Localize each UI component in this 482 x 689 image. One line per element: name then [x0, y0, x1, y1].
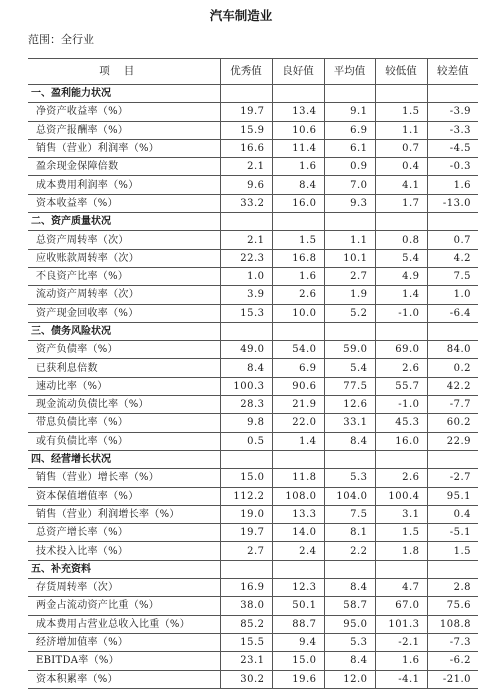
value-cell: 58.7 — [324, 597, 375, 615]
table-row — [28, 158, 478, 176]
value-cell: -13.0 — [427, 194, 478, 212]
value-cell: 4.7 — [375, 579, 427, 597]
value-cell: 1.6 — [272, 267, 324, 285]
value-cell: 1.6 — [375, 652, 427, 670]
table-row — [28, 231, 478, 249]
value-cell: 108.8 — [427, 615, 478, 633]
value-cell: 4.2 — [427, 249, 478, 267]
value-cell: 95.0 — [324, 615, 375, 633]
header-row — [28, 59, 478, 85]
value-cell: 33.1 — [324, 414, 375, 432]
value-cell: 1.7 — [375, 194, 427, 212]
value-cell: 19.0 — [220, 505, 272, 523]
section-empty-cell — [427, 85, 478, 103]
section-empty-cell — [324, 322, 375, 340]
indicator-label: 或有负债比率（%） — [28, 432, 220, 450]
indicator-label: 经济增加值率（%） — [28, 633, 220, 651]
value-cell: 12.3 — [272, 579, 324, 597]
section-title: 一、盈利能力状况 — [28, 85, 220, 103]
section-row — [28, 85, 478, 103]
value-cell: 4.9 — [375, 267, 427, 285]
indicator-label: 已获利息倍数 — [28, 359, 220, 377]
section-empty-cell — [272, 560, 324, 578]
value-cell: 101.3 — [375, 615, 427, 633]
section-row — [28, 213, 478, 231]
value-cell: 67.0 — [375, 597, 427, 615]
value-cell: 16.8 — [272, 249, 324, 267]
value-cell: -1.0 — [375, 396, 427, 414]
value-cell: -3.9 — [427, 103, 478, 121]
indicator-label: 成本费用利润率（%） — [28, 176, 220, 194]
section-title: 二、资产质量状况 — [28, 213, 220, 231]
section-row — [28, 450, 478, 468]
value-cell: 9.6 — [220, 176, 272, 194]
value-cell: 15.3 — [220, 304, 272, 322]
indicator-label: 盈余现金保障倍数 — [28, 158, 220, 176]
indicator-label: 不良资产比率（%） — [28, 267, 220, 285]
value-cell: -3.3 — [427, 121, 478, 139]
value-cell: 2.7 — [324, 267, 375, 285]
indicator-label: 资产负债率（%） — [28, 341, 220, 359]
value-cell: 22.3 — [220, 249, 272, 267]
value-cell: 7.0 — [324, 176, 375, 194]
value-cell: 112.2 — [220, 487, 272, 505]
value-cell: 4.1 — [375, 176, 427, 194]
indicator-label: 销售（营业）利润增长率（%） — [28, 505, 220, 523]
value-cell: 19.7 — [220, 524, 272, 542]
header-poor: 较差值 — [427, 59, 478, 85]
value-cell: 2.7 — [220, 542, 272, 560]
value-cell: 2.8 — [427, 579, 478, 597]
value-cell: 69.0 — [375, 341, 427, 359]
indicator-label: 两金占流动资产比重（%） — [28, 597, 220, 615]
section-empty-cell — [375, 560, 427, 578]
value-cell: 104.0 — [324, 487, 375, 505]
header-item: 项目 — [28, 59, 220, 85]
indicator-label: 资本保值增值率（%） — [28, 487, 220, 505]
header-excellent: 优秀值 — [220, 59, 272, 85]
value-cell: -4.1 — [375, 670, 427, 688]
value-cell: 13.4 — [272, 103, 324, 121]
indicator-label: 应收账款周转率（次） — [28, 249, 220, 267]
value-cell: 14.0 — [272, 524, 324, 542]
value-cell: 8.4 — [272, 176, 324, 194]
table-row — [28, 414, 478, 432]
indicator-label: 带息负债比率（%） — [28, 414, 220, 432]
value-cell: 0.8 — [375, 231, 427, 249]
indicator-label: 存货周转率（次） — [28, 579, 220, 597]
value-cell: 15.5 — [220, 633, 272, 651]
table-row — [28, 286, 478, 304]
value-cell: 0.5 — [220, 432, 272, 450]
value-cell: 0.2 — [427, 359, 478, 377]
value-cell: 60.2 — [427, 414, 478, 432]
value-cell: 2.6 — [375, 359, 427, 377]
section-empty-cell — [272, 450, 324, 468]
section-empty-cell — [375, 85, 427, 103]
value-cell: 38.0 — [220, 597, 272, 615]
indicator-label: EBITDA率（%） — [28, 652, 220, 670]
table-row — [28, 396, 478, 414]
value-cell: 15.0 — [220, 469, 272, 487]
value-cell: 21.9 — [272, 396, 324, 414]
section-empty-cell — [375, 322, 427, 340]
indicator-label: 资本积累率（%） — [28, 670, 220, 688]
value-cell: 2.2 — [324, 542, 375, 560]
table-row — [28, 176, 478, 194]
value-cell: 1.0 — [427, 286, 478, 304]
value-cell: 59.0 — [324, 341, 375, 359]
value-cell: 7.5 — [324, 505, 375, 523]
value-cell: 13.3 — [272, 505, 324, 523]
value-cell: 8.4 — [324, 652, 375, 670]
section-empty-cell — [220, 560, 272, 578]
value-cell: 19.7 — [220, 103, 272, 121]
value-cell: -6.2 — [427, 652, 478, 670]
value-cell: 1.5 — [272, 231, 324, 249]
value-cell: -6.4 — [427, 304, 478, 322]
value-cell: 10.1 — [324, 249, 375, 267]
value-cell: 9.1 — [324, 103, 375, 121]
section-empty-cell — [324, 85, 375, 103]
value-cell: 3.1 — [375, 505, 427, 523]
value-cell: 5.4 — [324, 359, 375, 377]
value-cell: 95.1 — [427, 487, 478, 505]
value-cell: 0.7 — [375, 139, 427, 157]
value-cell: 1.6 — [427, 176, 478, 194]
value-cell: 8.4 — [324, 579, 375, 597]
section-empty-cell — [427, 213, 478, 231]
value-cell: 9.8 — [220, 414, 272, 432]
value-cell: 6.9 — [272, 359, 324, 377]
value-cell: 45.3 — [375, 414, 427, 432]
header-good: 良好值 — [272, 59, 324, 85]
section-empty-cell — [375, 213, 427, 231]
table-row — [28, 652, 478, 670]
value-cell: 6.9 — [324, 121, 375, 139]
section-row — [28, 560, 478, 578]
value-cell: -0.3 — [427, 158, 478, 176]
value-cell: 10.0 — [272, 304, 324, 322]
value-cell: -2.1 — [375, 633, 427, 651]
value-cell: 3.9 — [220, 286, 272, 304]
value-cell: 5.4 — [375, 249, 427, 267]
value-cell: 54.0 — [272, 341, 324, 359]
value-cell: 90.6 — [272, 377, 324, 395]
value-cell: 8.1 — [324, 524, 375, 542]
value-cell: 16.0 — [272, 194, 324, 212]
value-cell: 49.0 — [220, 341, 272, 359]
section-empty-cell — [324, 450, 375, 468]
table-row — [28, 633, 478, 651]
value-cell: -7.3 — [427, 633, 478, 651]
table-row — [28, 432, 478, 450]
value-cell: 85.2 — [220, 615, 272, 633]
table-row — [28, 341, 478, 359]
indicator-label: 总资产周转率（次） — [28, 231, 220, 249]
value-cell: 77.5 — [324, 377, 375, 395]
table-row — [28, 359, 478, 377]
value-cell: 1.1 — [324, 231, 375, 249]
table-row — [28, 121, 478, 139]
value-cell: 2.6 — [375, 469, 427, 487]
value-cell: 15.0 — [272, 652, 324, 670]
table-row — [28, 377, 478, 395]
section-title: 四、经营增长状况 — [28, 450, 220, 468]
value-cell: 33.2 — [220, 194, 272, 212]
indicator-label: 现金流动负债比率（%） — [28, 396, 220, 414]
section-empty-cell — [375, 450, 427, 468]
indicator-label: 销售（营业）利润率（%） — [28, 139, 220, 157]
indicator-label: 总资产增长率（%） — [28, 524, 220, 542]
value-cell: -7.7 — [427, 396, 478, 414]
value-cell: 8.4 — [220, 359, 272, 377]
indicator-label: 技术投入比率（%） — [28, 542, 220, 560]
value-cell: 2.4 — [272, 542, 324, 560]
value-cell: -5.1 — [427, 524, 478, 542]
value-cell: 1.8 — [375, 542, 427, 560]
section-empty-cell — [427, 560, 478, 578]
value-cell: 11.4 — [272, 139, 324, 157]
section-empty-cell — [220, 85, 272, 103]
value-cell: 50.1 — [272, 597, 324, 615]
value-cell: 2.6 — [272, 286, 324, 304]
table-row — [28, 194, 478, 212]
value-cell: 75.6 — [427, 597, 478, 615]
value-cell: 1.1 — [375, 121, 427, 139]
indicator-label: 销售（营业）增长率（%） — [28, 469, 220, 487]
table-row — [28, 615, 478, 633]
value-cell: 16.6 — [220, 139, 272, 157]
value-cell: 22.9 — [427, 432, 478, 450]
value-cell: -2.7 — [427, 469, 478, 487]
value-cell: 1.4 — [375, 286, 427, 304]
value-cell: 2.1 — [220, 231, 272, 249]
value-cell: 1.0 — [220, 267, 272, 285]
value-cell: 12.0 — [324, 670, 375, 688]
scope-label: 范围：全行业 — [28, 33, 94, 46]
value-cell: 5.3 — [324, 469, 375, 487]
table-row — [28, 579, 478, 597]
value-cell: 1.9 — [324, 286, 375, 304]
value-cell: -21.0 — [427, 670, 478, 688]
value-cell: 5.2 — [324, 304, 375, 322]
indicator-label: 成本费用占营业总收入比重（%） — [28, 615, 220, 633]
section-empty-cell — [220, 213, 272, 231]
indicator-label: 资产现金回收率（%） — [28, 304, 220, 322]
value-cell: 22.0 — [272, 414, 324, 432]
value-cell: 1.6 — [272, 158, 324, 176]
section-title: 五、补充资料 — [28, 560, 220, 578]
value-cell: 108.0 — [272, 487, 324, 505]
section-empty-cell — [272, 85, 324, 103]
value-cell: 55.7 — [375, 377, 427, 395]
page-title: 汽车制造业 — [209, 8, 273, 23]
table-row — [28, 505, 478, 523]
value-cell: 16.0 — [375, 432, 427, 450]
value-cell: 12.6 — [324, 396, 375, 414]
section-empty-cell — [324, 213, 375, 231]
table-row — [28, 304, 478, 322]
header-low: 较低值 — [375, 59, 427, 85]
section-empty-cell — [427, 322, 478, 340]
value-cell: 9.4 — [272, 633, 324, 651]
section-row — [28, 322, 478, 340]
value-cell: 9.3 — [324, 194, 375, 212]
section-empty-cell — [427, 450, 478, 468]
value-cell: 15.9 — [220, 121, 272, 139]
value-cell: 1.5 — [375, 103, 427, 121]
value-cell: 28.3 — [220, 396, 272, 414]
value-cell: 84.0 — [427, 341, 478, 359]
value-cell: 0.4 — [375, 158, 427, 176]
value-cell: 2.1 — [220, 158, 272, 176]
section-empty-cell — [272, 213, 324, 231]
value-cell: 100.4 — [375, 487, 427, 505]
value-cell: 0.7 — [427, 231, 478, 249]
table-row — [28, 267, 478, 285]
value-cell: 30.2 — [220, 670, 272, 688]
value-cell: 10.6 — [272, 121, 324, 139]
value-cell: 1.4 — [272, 432, 324, 450]
section-empty-cell — [220, 322, 272, 340]
value-cell: 16.9 — [220, 579, 272, 597]
table-row — [28, 670, 478, 688]
value-cell: -4.5 — [427, 139, 478, 157]
header-average: 平均值 — [324, 59, 375, 85]
value-cell: 6.1 — [324, 139, 375, 157]
section-empty-cell — [324, 560, 375, 578]
indicator-label: 流动资产周转率（次） — [28, 286, 220, 304]
section-empty-cell — [220, 450, 272, 468]
table-row — [28, 542, 478, 560]
industry-standard-table — [28, 58, 478, 689]
indicator-label: 总资产报酬率（%） — [28, 121, 220, 139]
value-cell: 5.3 — [324, 633, 375, 651]
indicator-label: 资本收益率（%） — [28, 194, 220, 212]
value-cell: 0.9 — [324, 158, 375, 176]
table-row — [28, 103, 478, 121]
indicator-label: 净资产收益率（%） — [28, 103, 220, 121]
table-row — [28, 249, 478, 267]
value-cell: 7.5 — [427, 267, 478, 285]
indicator-label: 速动比率（%） — [28, 377, 220, 395]
table-row — [28, 524, 478, 542]
value-cell: 100.3 — [220, 377, 272, 395]
value-cell: 0.4 — [427, 505, 478, 523]
table-row — [28, 597, 478, 615]
value-cell: 1.5 — [375, 524, 427, 542]
table-row — [28, 139, 478, 157]
value-cell: 23.1 — [220, 652, 272, 670]
value-cell: 8.4 — [324, 432, 375, 450]
value-cell: 19.6 — [272, 670, 324, 688]
table-row — [28, 469, 478, 487]
table-row — [28, 487, 478, 505]
value-cell: -1.0 — [375, 304, 427, 322]
value-cell: 11.8 — [272, 469, 324, 487]
section-title: 三、债务风险状况 — [28, 322, 220, 340]
value-cell: 42.2 — [427, 377, 478, 395]
section-empty-cell — [272, 322, 324, 340]
value-cell: 1.5 — [427, 542, 478, 560]
value-cell: 88.7 — [272, 615, 324, 633]
